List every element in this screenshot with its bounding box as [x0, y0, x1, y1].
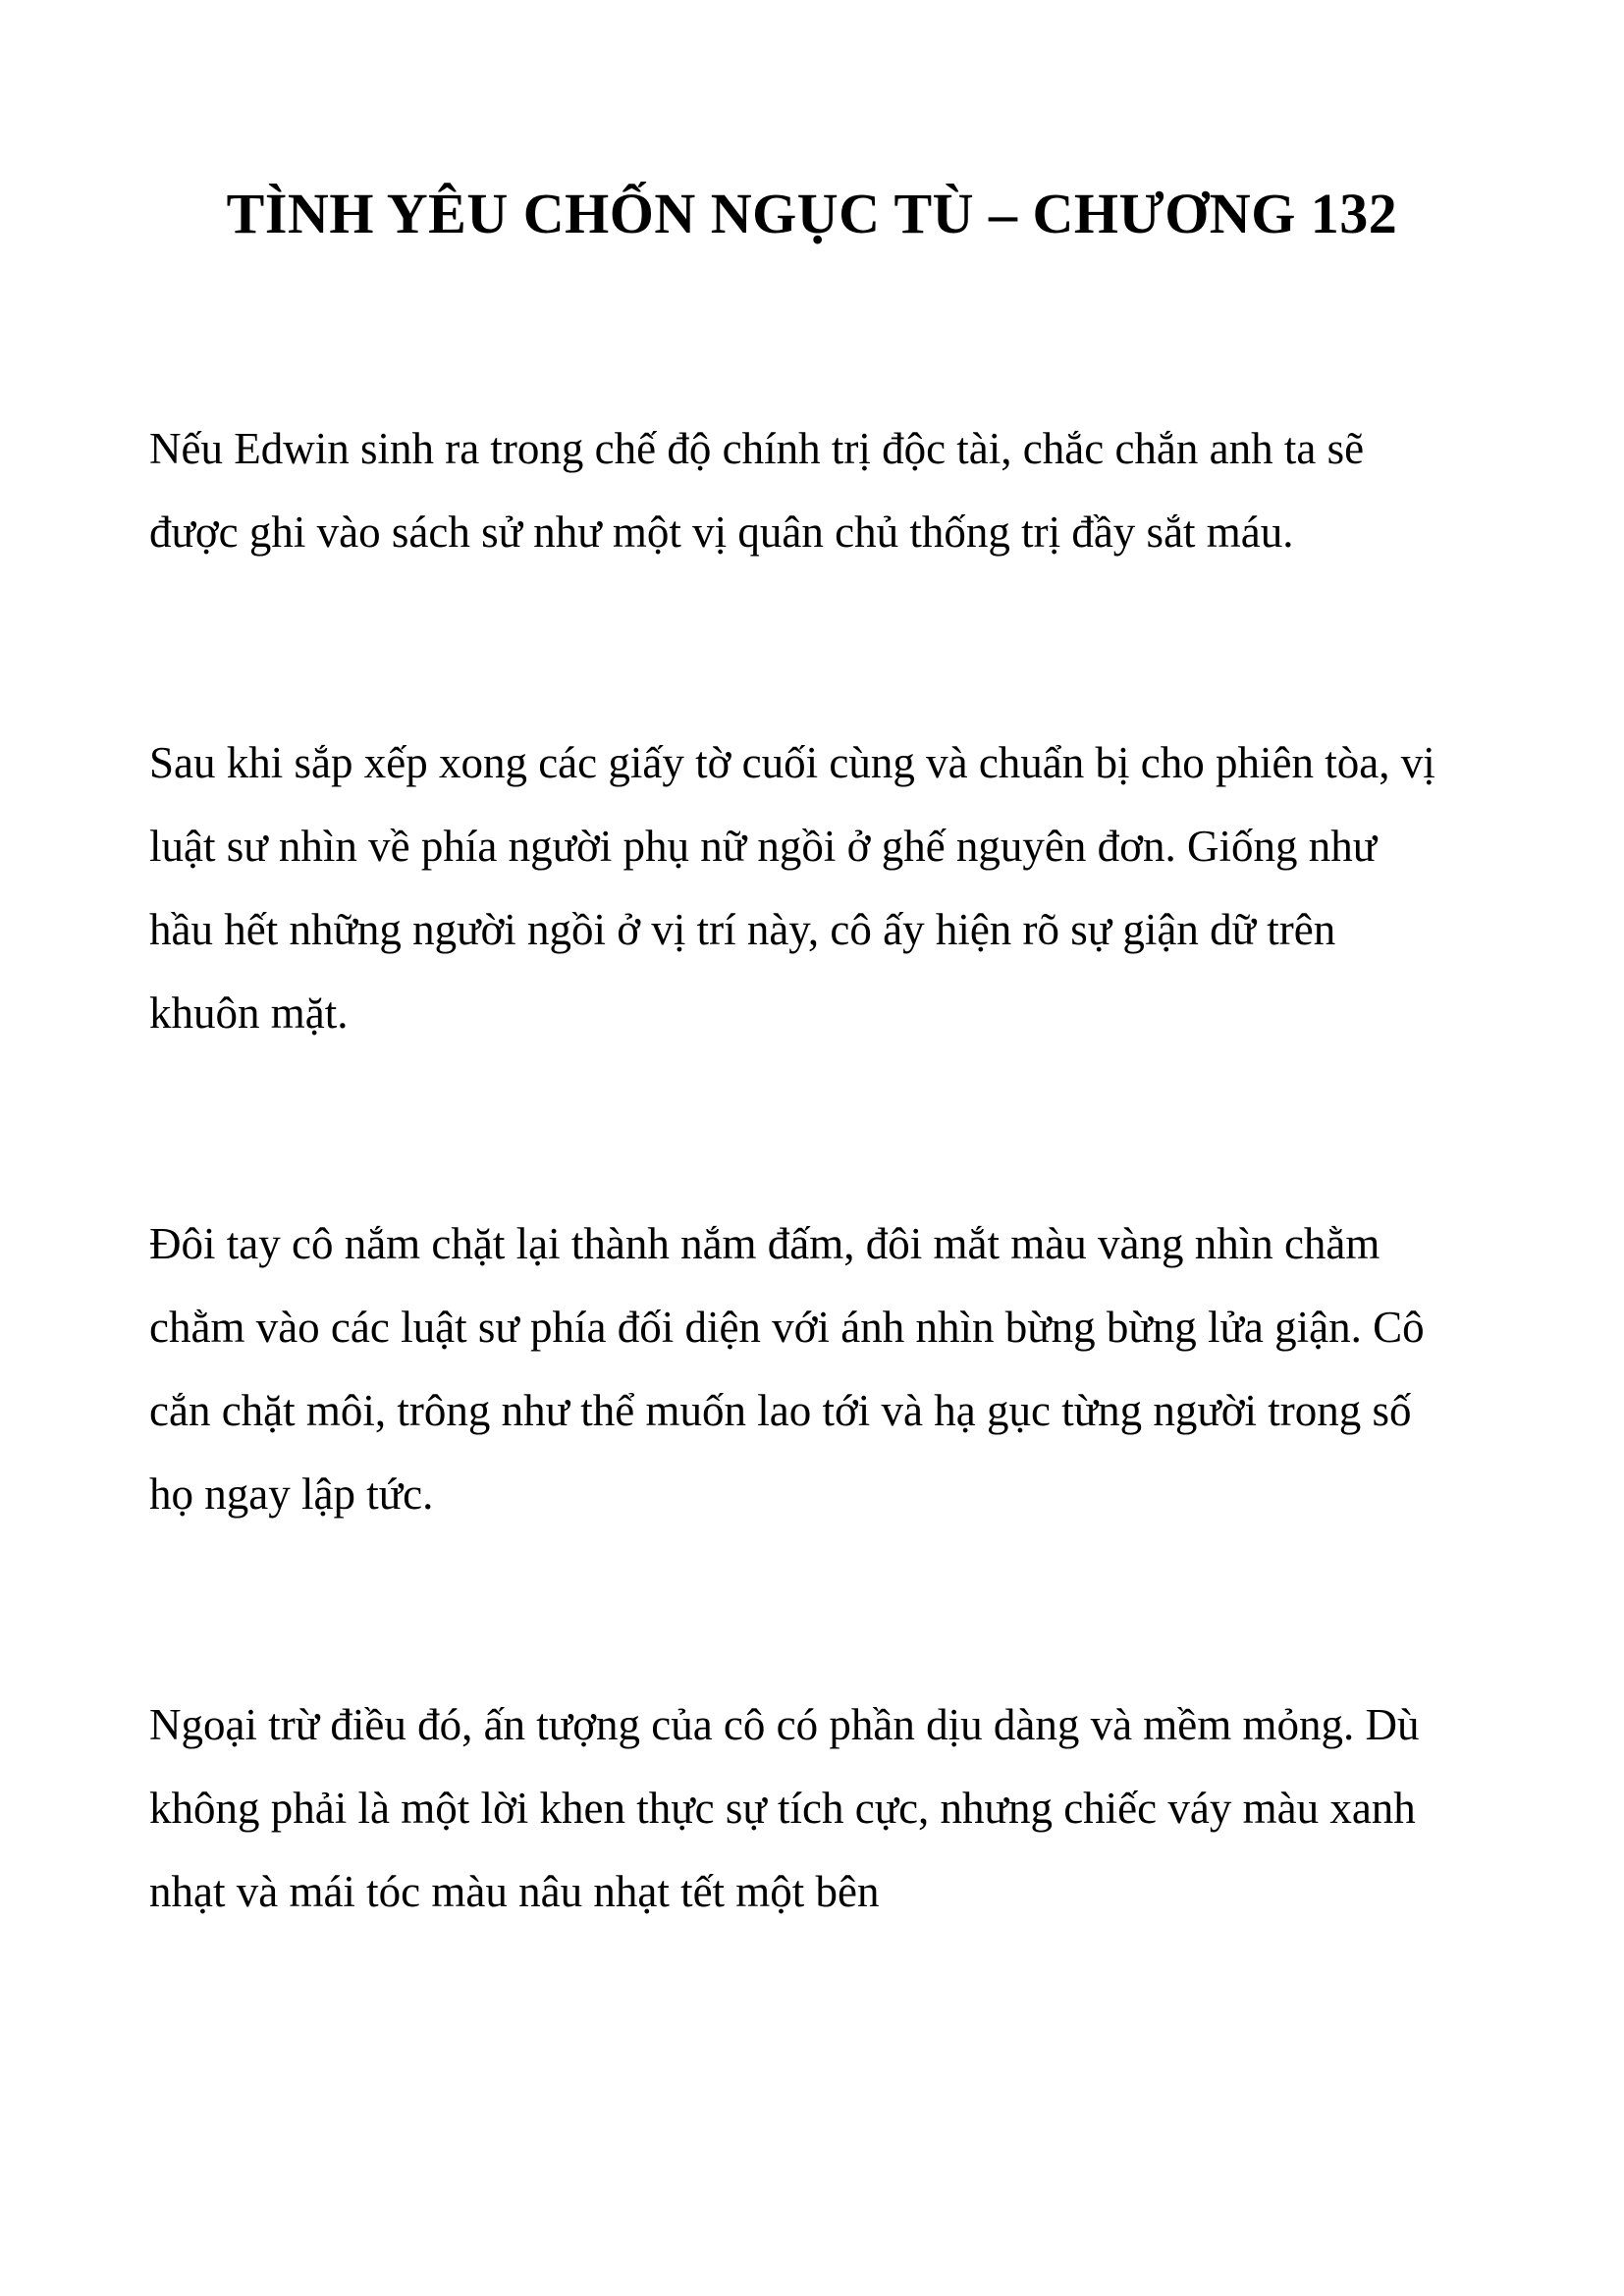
paragraph: Đôi tay cô nắm chặt lại thành nắm đấm, đôi mắt màu vàng nhìn chằm chằm vào các luật sư phía đối diện với ánh nhìn bừng bừng lửa giận. Cô cắn chặt môi, trông như thể muốn lao tới và hạ gục từng người trong số họ ngay lập tức.	[149, 1219, 1425, 1519]
paragraph: Sau khi sắp xếp xong các giấy tờ cuối cùng và chuẩn bị cho phiên tòa, vị luật sư nhìn về phía người phụ nữ ngồi ở ghế nguyên đơn. Giống như hầu hết những người ngồi ở vị trí này, cô ấy hiện rõ sự giận dữ trên khuôn mặt.	[149, 738, 1435, 1038]
chapter-title: TÌNH YÊU CHỐN NGỤC TÙ – CHƯƠNG 132	[226, 182, 1398, 245]
paragraph: Ngoại trừ điều đó, ấn tượng của cô có phần dịu dàng và mềm mỏng. Dù không phải là một lời khen thực sự tích cực, nhưng chiếc váy màu xanh nhạt và mái tóc màu nâu nhạt tết một bên	[149, 1700, 1420, 1916]
chapter-body	[149, 407, 1450, 1934]
paragraph: Nếu Edwin sinh ra trong chế độ chính trị độc tài, chắc chắn anh ta sẽ được ghi vào sách sử như một vị quân chủ thống trị đầy sắt máu.	[149, 424, 1365, 557]
